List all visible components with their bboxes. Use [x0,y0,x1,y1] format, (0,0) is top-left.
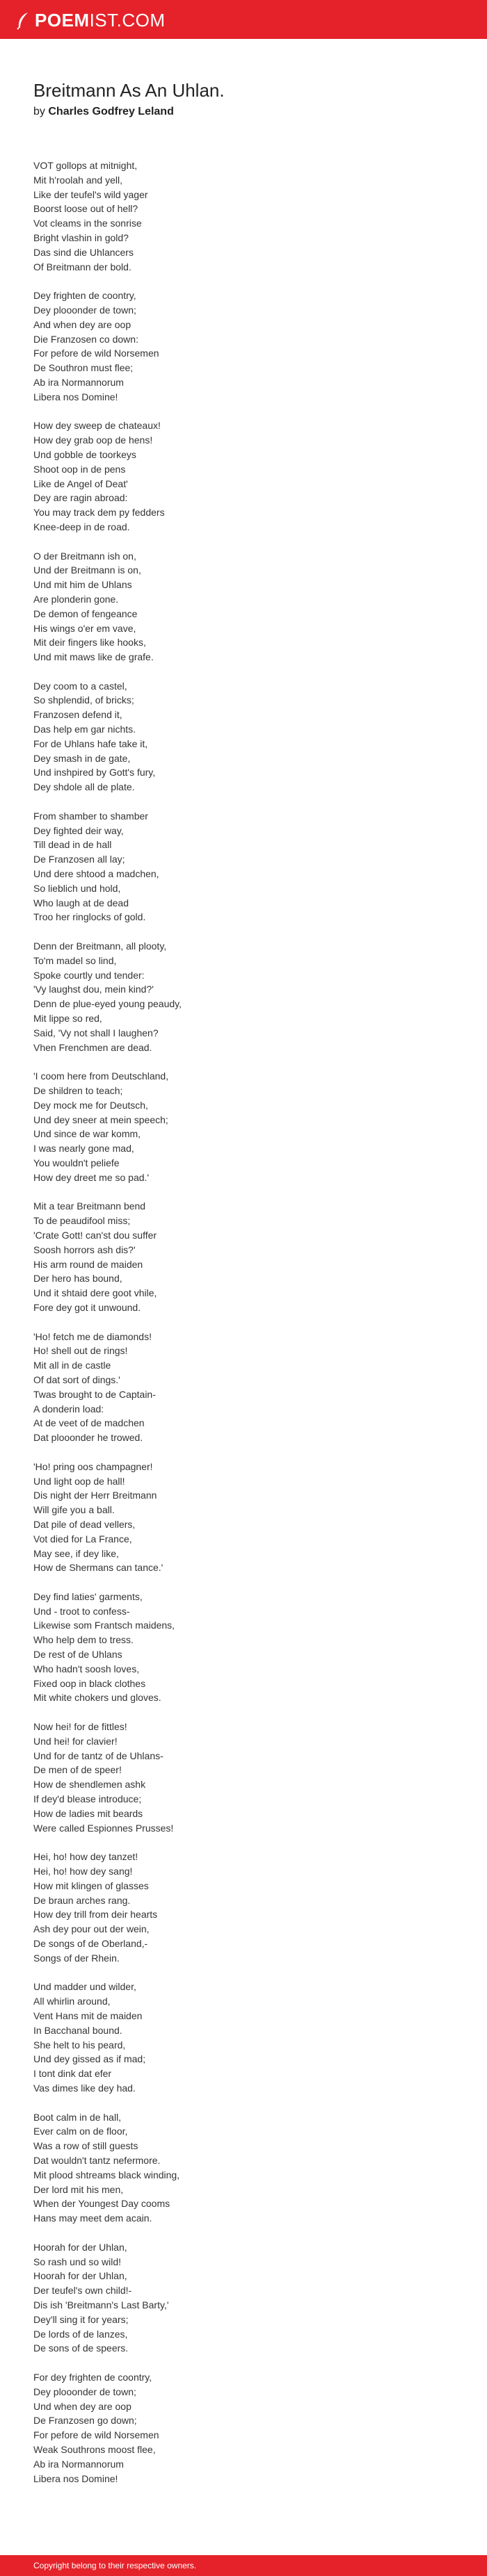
stanza [33,809,458,924]
poem-line: Dey coom to a castel, [33,680,127,692]
poem-line: Ash dey pour out der wein, [33,1923,150,1935]
poem-line: 'I coom here from Deutschland, [33,1070,169,1082]
poem-line: Das help em gar nichts. [33,724,136,735]
poem-line: Spoke courtly und tender: [33,969,145,981]
copyright-text: Copyright belong to their respective owners. [33,2561,197,2570]
poem-line: Dis ish 'Breitmann's Last Barty,' [33,2299,169,2310]
poem-line: Bright vlashin in gold? [33,231,129,243]
poem-line: Und since de war komm, [33,1128,141,1140]
poem-line: Said, 'Vy not shall I laughen? [33,1027,159,1038]
stanza [33,1590,458,1705]
poem-line: His wings o'er em vave, [33,622,136,634]
poem-line: His arm round de maiden [33,1258,143,1270]
stanza [33,158,458,274]
poem-line: To'm madel so lind, [33,954,117,966]
poem-line: De rest of de Uhlans [33,1649,122,1661]
poem-line: And when dey are oop [33,318,131,330]
poem-line: Now hei! for de fittles! [33,1721,127,1733]
poem-line: Mit h'roolah and yell, [33,174,122,186]
poem-line: Franzosen defend it, [33,709,122,721]
poem-line: Vhen Frenchmen are dead. [33,1041,152,1053]
stanza [33,418,458,534]
poem-line: Mit white chokers und gloves. [33,1692,161,1704]
author-link[interactable]: Charles Godfrey Leland [48,106,174,117]
quill-icon [15,12,31,30]
poem-line: Twas brought to de Captain- [33,1388,156,1400]
poem-line: Libera nos Domine! [33,2472,118,2484]
poem-line: Und mit maws like de grafe. [33,651,154,663]
stanza [33,1980,458,2095]
poem-line: Soosh horrors ash dis?' [33,1244,136,1255]
poem-line: Hoorah for der Uhlan, [33,2270,127,2282]
poem-line: Ab ira Normannorum [33,2458,124,2470]
poem-line: Hei, ho! how dey sang! [33,1866,133,1877]
poem-line: Who hadn't soosh loves, [33,1663,140,1674]
poem-line: Were called Espionnes Prusses! [33,1822,174,1834]
poem-line: Und madder und wilder, [33,1981,136,1993]
poem-line: Und dere shtood a madchen, [33,868,159,880]
poem-line: You may track dem py fedders [33,507,165,519]
poem-line: Troo her ringlocks of gold. [33,911,146,923]
stanza [33,1069,458,1184]
poem-content [33,79,458,2500]
poem-line: De Franzosen go down; [33,2415,137,2427]
poem-line: Dey fighted deir way, [33,824,124,836]
poem-line: Dat plooonder he trowed. [33,1432,143,1444]
poem-line: Till dead in de hall [33,839,112,851]
poem-line: How de Shermans can tance.' [33,1562,163,1574]
poem-line: Und dey sneer at mein speech; [33,1114,168,1125]
poem-line: Are plonderin gone. [33,593,119,605]
stanza [33,549,458,665]
poem-line: Dat wouldn't tantz nefermore. [33,2154,161,2166]
poem-line: Die Franzosen co down: [33,333,138,345]
poem-line: Boot calm in de hall, [33,2111,122,2123]
poem-line: Dey are ragin abroad: [33,492,128,504]
poem-line: Und when dey are oop [33,2400,131,2412]
poem-line: Libera nos Domine! [33,391,118,402]
poem-line: 'Vy laughst dou, mein kind?' [33,984,154,995]
stanza [33,1199,458,1314]
poem-line: Fixed oop in black clothes [33,1677,146,1689]
poem-line: Der hero has bound, [33,1273,122,1285]
poem-line: Like de Angel of Deat' [33,478,128,489]
poem-line: O der Breitmann ish on, [33,550,136,562]
poem-line: Denn der Breitmann, all plooty, [33,940,167,952]
poem-line: De sons of de speers. [33,2342,129,2354]
poem-line: All whirlin around, [33,1996,111,2007]
stanza [33,288,458,404]
poem-line: Fore dey got it unwound. [33,1301,141,1313]
poem-line: In Bacchanal bound. [33,2024,122,2036]
poem-line: Dat pile of dead vellers, [33,1518,136,1530]
poem-line: Mit deir fingers like hooks, [33,637,146,649]
poem-line: For de Uhlans hafe take it, [33,737,148,749]
poem-line: Das sind die Uhlancers [33,246,134,258]
poem-line: Dey plooonder de town; [33,2386,136,2397]
poem-line: Of dat sort of dings.' [33,1373,120,1385]
poem-line: Denn de plue-eyed young peaudy, [33,998,182,1010]
poem-line: May see, if dey like, [33,1547,119,1559]
poem-line: I tont dink dat efer [33,2068,112,2080]
poem-line: VOT gollops at mitnight, [33,160,138,171]
poem-line: Who help dem to tress. [33,1634,134,1646]
poem-line: 'Ho! fetch me de diamonds! [33,1330,152,1342]
poem-line: Dey frighten de coontry, [33,290,136,302]
poem-line: Dey mock me for Deutsch, [33,1099,148,1111]
poem-line: Songs of der Rhein. [33,1952,120,1964]
poem-line: Will gife you a ball. [33,1504,115,1516]
poem-line: How de ladies mit beards [33,1807,143,1819]
poem-line: De demon of fengeance [33,608,138,619]
poem-line: Und it shtaid dere goot vhile, [33,1287,157,1299]
poem-line: Und inshpired by Gott's fury, [33,767,156,778]
poem-line: Mit plood shtreams black winding, [33,2169,180,2180]
poem-line: Dey shdole all de plate. [33,781,135,793]
stanza [33,939,458,1054]
poem-line: Likewise som Frantsch maidens, [33,1620,175,1631]
poem-line: De braun arches rang. [33,1894,131,1906]
poem-line: For pefore de wild Norsemen [33,348,159,359]
poem-line: Und dey gissed as if mad; [33,2053,146,2065]
stanza [33,2110,458,2226]
poem-line: Hei, ho! how dey tanzet! [33,1851,138,1863]
poem-line: Und mit him de Uhlans [33,579,132,591]
poem-line: So lieblich und hold, [33,882,121,894]
stanza [33,1330,458,1445]
poem-line: Dis night der Herr Breitmann [33,1490,157,1501]
poem-line: You wouldn't peliefe [33,1157,120,1168]
poem-line: A donderin load: [33,1403,104,1415]
stanza [33,1850,458,1965]
poem-line: Der teufel's own child!- [33,2285,132,2297]
poem-line: Vent Hans mit de maiden [33,2010,143,2021]
poem-line: Ever calm on de floor, [33,2126,128,2137]
poem-line: Knee-deep in de road. [33,521,130,532]
poem-line: Dey find laties' garments, [33,1590,143,1602]
poem-line: Ab ira Normannorum [33,376,124,388]
poem-line: So rash und so wild! [33,2256,122,2267]
brand-name-strong: POEM [35,10,90,31]
poem-line: How dey sweep de chateaux! [33,420,161,432]
poem-line: If dey'd blease introduce; [33,1793,142,1805]
poem-line: Hans may meet dem acain. [33,2212,152,2224]
byline [33,104,458,120]
poem-line: Und der Breitmann is on, [33,564,141,576]
footer-bar [0,2555,487,2576]
top-bar [0,0,487,39]
site-logo-link[interactable] [15,10,166,31]
poem-body [33,158,458,2486]
poem-line: Vot cleams in the sonrise [33,218,142,229]
poem-line: De men of de speer! [33,1764,122,1776]
poem-line: Mit a tear Breitmann bend [33,1200,146,1212]
poem-line: To de peaudifool miss; [33,1215,131,1227]
poem-line: I was nearly gone mad, [33,1143,134,1155]
poem-line: Boorst loose out of hell? [33,203,138,215]
stanza [33,1720,458,1835]
poem-line: Who laugh at de dead [33,897,129,908]
poem-line: Of Breitmann der bold. [33,261,131,272]
poem-line: For pefore de wild Norsemen [33,2429,159,2441]
poem-line: How dey dreet me so pad.' [33,1171,150,1183]
poem-line: Like der teufel's wild yager [33,188,148,200]
stanza [33,2370,458,2486]
poem-line: Und gobble de toorkeys [33,448,136,460]
poem-line: Dey smash in de gate, [33,752,131,764]
stanza [33,679,458,794]
poem-line: Vot died for La France, [33,1533,132,1544]
poem-line: Vas dimes like dey had. [33,2082,136,2094]
poem-line: Der lord mit his men, [33,2183,124,2195]
poem-line: De Southron must flee; [33,362,134,374]
poem-line: Dey'll sing it for years; [33,2313,129,2325]
poem-line: Ho! shell out de rings! [33,1345,128,1357]
poem-line: 'Crate Gott! can'st dou suffer [33,1229,157,1241]
poem-line: So shplendid, of bricks; [33,694,134,706]
poem-line: Shoot oop in de pens [33,463,126,475]
poem-line: Weak Southrons moost flee, [33,2443,156,2455]
byline-prefix: by [33,106,45,117]
poem-line: 'Ho! pring oos champagner! [33,1460,153,1472]
poem-line: Was a row of still guests [33,2140,138,2152]
poem-line: Dey plooonder de town; [33,304,136,316]
poem-line: How dey grab oop de hens! [33,434,153,446]
poem-line: De Franzosen all lay; [33,854,125,865]
poem-title: Breitmann As An Uhlan. [33,80,225,101]
stanza [33,2240,458,2356]
poem-line: Mit all in de castle [33,1360,111,1371]
poem-line: De songs of de Oberland,- [33,1938,148,1950]
brand-name-light: IST.COM [89,10,166,31]
poem-line: Hoorah for der Uhlan, [33,2241,127,2253]
poem-line: For dey frighten de coontry, [33,2371,152,2383]
poem-line: Und hei! for clavier! [33,1735,118,1747]
poem-line: How mit klingen of glasses [33,1880,149,1891]
poem-line: When der Youngest Day cooms [33,2198,170,2210]
poem-line: Und light oop de hall! [33,1475,125,1487]
poem-line: De shildren to teach; [33,1085,123,1096]
stanza [33,1460,458,1575]
poem-line: From shamber to shamber [33,810,148,822]
poem-line: Mit lippe so red, [33,1013,102,1025]
poem-line: How de shendlemen ashk [33,1779,146,1791]
poem-line: Und for de tantz of de Uhlans- [33,1750,163,1761]
poem-line: At de veet of de madchen [33,1417,145,1429]
poem-line: Und - troot to confess- [33,1605,130,1617]
poem-line: She helt to his peard, [33,2039,126,2051]
poem-line: How dey trill from deir hearts [33,1909,158,1921]
poem-line: De lords of de lanzes, [33,2328,128,2340]
